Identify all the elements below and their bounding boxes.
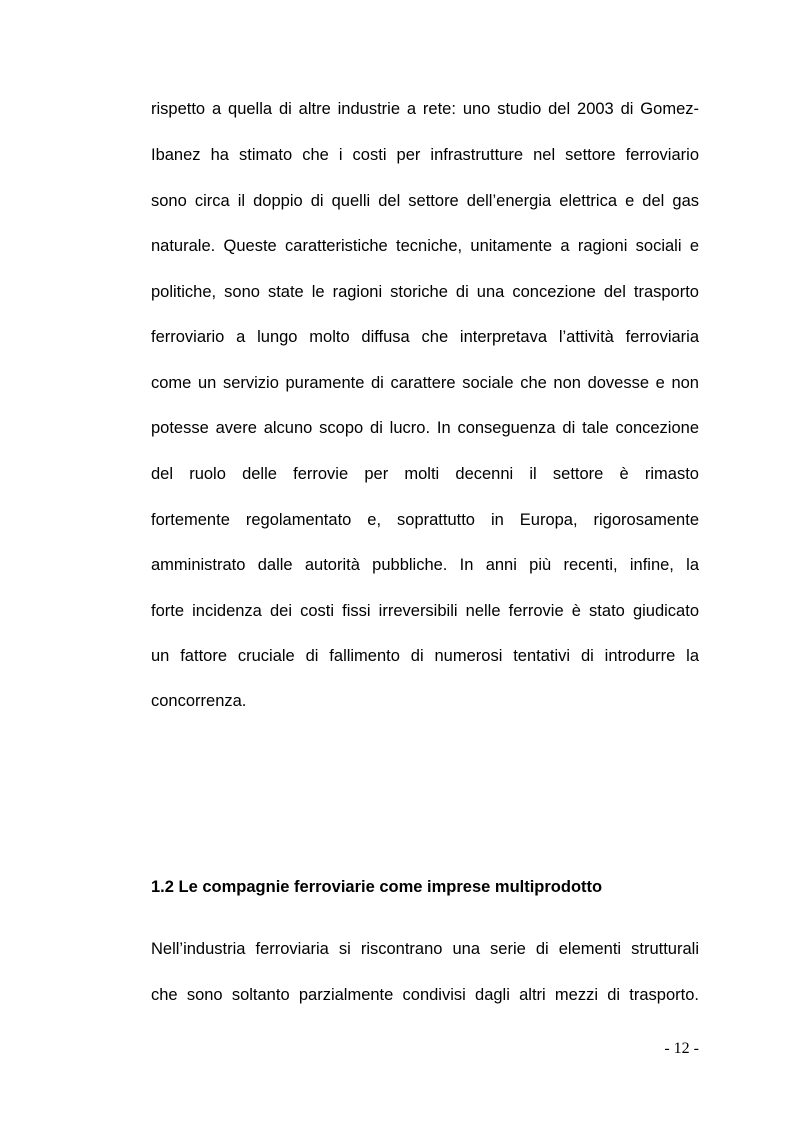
body-text-line: del ruolo delle ferrovie per molti decenni il settore è rimasto [151,465,699,483]
page-number: - 12 - [664,1040,699,1057]
body-text-line: che sono soltanto parzialmente condivisi dagli altri mezzi di trasporto. [151,986,699,1004]
body-text-line: Nell’industria ferroviaria si riscontrano una serie di elementi strutturali [151,940,699,958]
section-heading: 1.2 Le compagnie ferroviarie come imprese multiprodotto [151,878,603,896]
body-text-line: concorrenza. [151,692,247,710]
body-text-line: come un servizio puramente di carattere sociale che non dovesse e non [151,374,699,392]
body-text-line: amministrato dalle autorità pubbliche. In anni più recenti, infine, la [151,556,699,574]
body-text-line: Ibanez ha stimato che i costi per infrastrutture nel settore ferroviario [151,146,699,164]
body-text-line: un fattore cruciale di fallimento di numerosi tentativi di introdurre la [151,647,699,665]
body-text-line: potesse avere alcuno scopo di lucro. In conseguenza di tale concezione [151,419,699,437]
body-text-line: fortemente regolamentato e, soprattutto in Europa, rigorosamente [151,511,699,529]
body-text-line: rispetto a quella di altre industrie a rete: uno studio del 2003 di Gomez- [151,100,699,118]
body-text-line: politiche, sono state le ragioni storiche di una concezione del trasporto [151,283,699,301]
body-text-line: forte incidenza dei costi fissi irreversibili nelle ferrovie è stato giudicato [151,602,699,620]
body-text-line: naturale. Queste caratteristiche tecniche, unitamente a ragioni sociali e [151,237,699,255]
body-text-line: ferroviario a lungo molto diffusa che interpretava l’attività ferroviaria [151,328,699,346]
body-text-line: sono circa il doppio di quelli del settore dell’energia elettrica e del gas [151,192,699,210]
